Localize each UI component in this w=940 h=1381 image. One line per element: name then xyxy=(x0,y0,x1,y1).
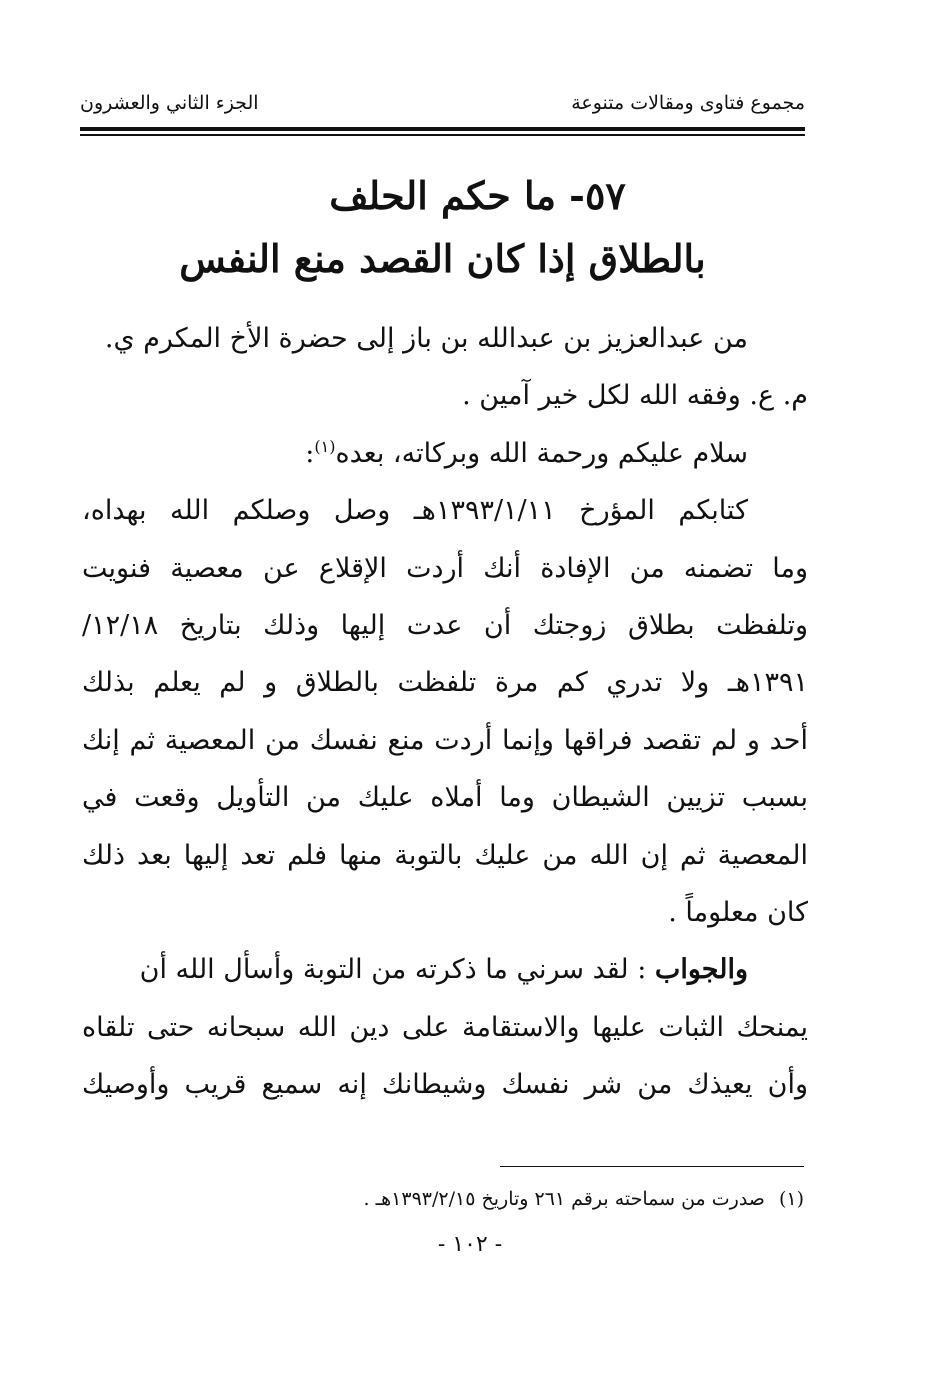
salutation: سلام عليكم ورحمة الله وبركاته، بعده xyxy=(335,437,748,469)
body-line: ١٣٩١هـ ولا تدري كم مرة تلفظت بالطلاق و لم يعلم بذلك xyxy=(82,667,808,699)
body-line: من عبدالعزيز بن عبدالله بن باز إلى حضرة الأخ المكرم ي. xyxy=(104,323,748,354)
body-line: المعصية ثم إن الله من عليك بالتوبة منها فلم تعد إليها بعد ذلك xyxy=(82,839,808,871)
footnote-separator xyxy=(500,1166,804,1167)
article-body xyxy=(82,310,808,1113)
answer-line xyxy=(82,941,808,998)
salutation-colon: : xyxy=(305,437,315,469)
answer-text: : لقد سرني ما ذكرته من التوبة وأسأل الله أن xyxy=(139,954,647,986)
volume-label: الجزء الثاني والعشرون xyxy=(80,92,259,114)
body-line: م. ع. وفقه الله لكل خير آمين . xyxy=(462,380,808,412)
header-rule-thick xyxy=(80,127,805,131)
body-line: وتلفظت بطلاق زوجتك أن عدت إليها وذلك بتاريخ ١٢/١٨/ xyxy=(82,609,808,641)
body-line: كان معلوماً . xyxy=(668,896,808,928)
footnote-number: (١) xyxy=(778,1188,804,1210)
footnote xyxy=(82,1188,804,1210)
body-line: يمنحك الثبات عليها والاستقامة على دين الله سبحانه حتى تلقاه xyxy=(82,1011,808,1043)
body-line: وأن يعيذك من شر نفسك وشيطانك إنه سميع قريب وأوصيك xyxy=(82,1069,808,1101)
running-header xyxy=(80,88,805,122)
body-line xyxy=(82,425,808,482)
page-number: - ١٠٢ - xyxy=(437,1232,503,1257)
article-title-line1: ٥٧- ما حكم الحلف xyxy=(329,173,626,218)
footnote-text: صدرت من سماحته برقم ٢٦١ وتاريخ ١٣٩٣/٢/١٥هـ . xyxy=(363,1188,765,1210)
body-line: كتابكم المؤرخ ١٣٩٣/١/١١هـ وصل وصلكم الله بهداه، xyxy=(82,495,749,527)
answer-label: والجواب xyxy=(654,954,748,986)
body-line: بسبب تزيين الشيطان وما أملاه عليك من التأويل وقعت في xyxy=(82,782,808,814)
header-rule-thin xyxy=(80,134,805,136)
article-title-line2: بالطلاق إذا كان القصد منع النفس xyxy=(179,236,706,281)
body-line: أحد و لم تقصد فراقها وإنما أردت منع نفسك من المعصية ثم إنك xyxy=(82,724,808,756)
book-title: مجموع فتاوى ومقالات متنوعة xyxy=(571,92,805,114)
body-line: وما تضمنه من الإفادة أنك أردت الإقلاع عن معصية فنويت xyxy=(82,552,808,584)
footnote-reference: (١) xyxy=(314,436,336,456)
